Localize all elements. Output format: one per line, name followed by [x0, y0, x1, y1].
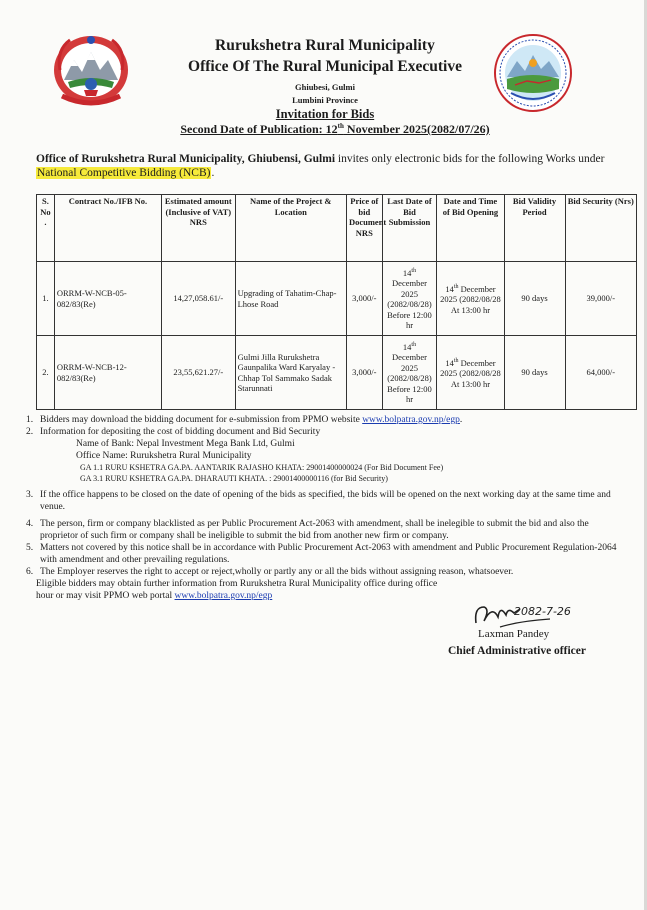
submission-cell: 14th December 2025 (2082/08/28) Before 12:00 hr: [382, 336, 437, 410]
col-opening: Date and Time of Bid Opening: [437, 195, 504, 262]
ppmo-link[interactable]: www.bolpatra.gov.np/egp: [362, 415, 460, 425]
note-6-extra: Eligible bidders may obtain further information from Rurukshetra Rural Municipality office during office hour or may visit PPMO web portal www.bolpatra.gov.np/egp: [36, 579, 438, 601]
intro-paragraph: Office of Rurukshetra Rural Municipality, Ghiubensi, Gulmi invites only electronic bids for the following Works under National Competitive Bidding (NCB).: [36, 153, 605, 179]
municipality-logo: [493, 33, 573, 113]
col-contract: Contract No./IFB No.: [54, 195, 161, 262]
opening-cell: 14th December 2025 (2082/08/28 At 13:00 hr: [437, 336, 504, 410]
municipality-name: Rurukshetra Rural Municipality: [214, 37, 435, 54]
account-bid-security: GA 3.1 RURU KSHETRA GA.PA. DHARAUTI KHATA. : 29001400000116 (for Bid Security): [80, 474, 388, 483]
office-title: Office Of The Rural Municipal Executive: [188, 58, 462, 75]
ncb-highlight: National Competitive Bidding (NCB): [37, 167, 211, 179]
note-4: 4. The person, firm or company blacklisted as per Public Procurement Act-2063 with amendment, shall be inelegible to submit the bid and also the proprietor of such firm or company shall be ineligible to submit the bid from another new firm or company.: [26, 519, 589, 541]
col-project: Name of the Project & Location: [235, 195, 346, 262]
notes-list: [26, 414, 626, 602]
intro-office: Office of Rurukshetra Rural Municipality, Ghiubensi, Gulmi: [36, 153, 336, 165]
office-name: Office Name: Rurukshetra Rural Municipality: [76, 451, 252, 461]
col-amount: Estimated amount (Inclusive of VAT) NRS: [162, 195, 236, 262]
submission-cell: 14th December 2025 (2082/08/28) Before 12:00 hr: [382, 262, 437, 336]
note-2: 2. Information for depositing the cost of bidding document and Bid Security: [26, 427, 321, 437]
table-header-row: [37, 195, 637, 262]
note-6: 6. The Employer reserves the right to accept or reject,wholly or partly any or all the bids without assigning reason, whatsoever.: [26, 567, 514, 577]
table-row: 2. ORRM-W-NCB-12-082/83(Re) 23,55,621.27/- Gulmi Jilla Rurukshetra Gaunpalika Ward Karyalay - Chhap Tol Sammako Sadak Starunnati 3,000/- 14th December 2025 (2082/08/28) Before 12:00 hr 14th December 2025 (2082/08/28 At 13:00 hr 90 days 64,000/-: [37, 336, 637, 410]
account-doc-fee: GA 1.1 RURU KSHETRA GA.PA. AANTARIK RAJASHO KHATA: 29001400000024 (For Bid Document Fee): [80, 463, 444, 472]
publication-date: Second Date of Publication: 12th November 2025(2082/07/26): [180, 122, 490, 136]
opening-cell: 14th December 2025 (2082/08/28 At 13:00 hr: [437, 262, 504, 336]
ppmo-portal-link[interactable]: www.bolpatra.gov.np/egp: [174, 591, 273, 601]
table-row: 1. ORRM-W-NCB-05-082/83(Re) 14,27,058.61/- Upgrading of Tahatim-Chap-Lhose Road 3,000/- 14th December 2025 (2082/08/28) Before 12:00 hr 14th December 2025 (2082/08/28 At 13:00 hr 90 days 39,000/-: [37, 262, 637, 336]
nepal-emblem-logo: [50, 30, 132, 108]
office-province: Lumbini Province: [292, 95, 358, 105]
note-3: 3. If the office happens to be closed on the date of opening of the bids as specified, the bids will be opened on the next working day at the same time and venue.: [26, 490, 611, 512]
notice-title: Invitation for Bids: [275, 107, 375, 121]
signatory-title: Chief Administrative officer: [448, 645, 586, 657]
note-1: 1. Bidders may download the bidding document for e-submission from PPMO website www.bolpatra.gov.np/egp.: [26, 415, 463, 425]
col-validity: Bid Validity Period: [504, 195, 565, 262]
col-price: Price of bid Document NRS: [346, 195, 382, 262]
bids-table: [36, 194, 637, 410]
col-submission: Last Date of Bid Submission: [382, 195, 437, 262]
signature-date: 2082-7-26: [514, 605, 571, 618]
signatory-name: Laxman Pandey: [478, 628, 550, 640]
col-security: Bid Security (Nrs): [565, 195, 637, 262]
note-5: 5. Matters not covered by this notice shall be in accordance with Public Procurement Act-2063 with amendment and Public Procurement Regulation-2064 with amendment and other prevailing regulations.: [26, 543, 617, 565]
office-place: Ghiubesi, Gulmi: [295, 82, 355, 92]
col-sn: S. No .: [37, 195, 55, 262]
bank-name: Name of Bank: Nepal Investment Mega Bank Ltd, Gulmi: [76, 439, 295, 449]
